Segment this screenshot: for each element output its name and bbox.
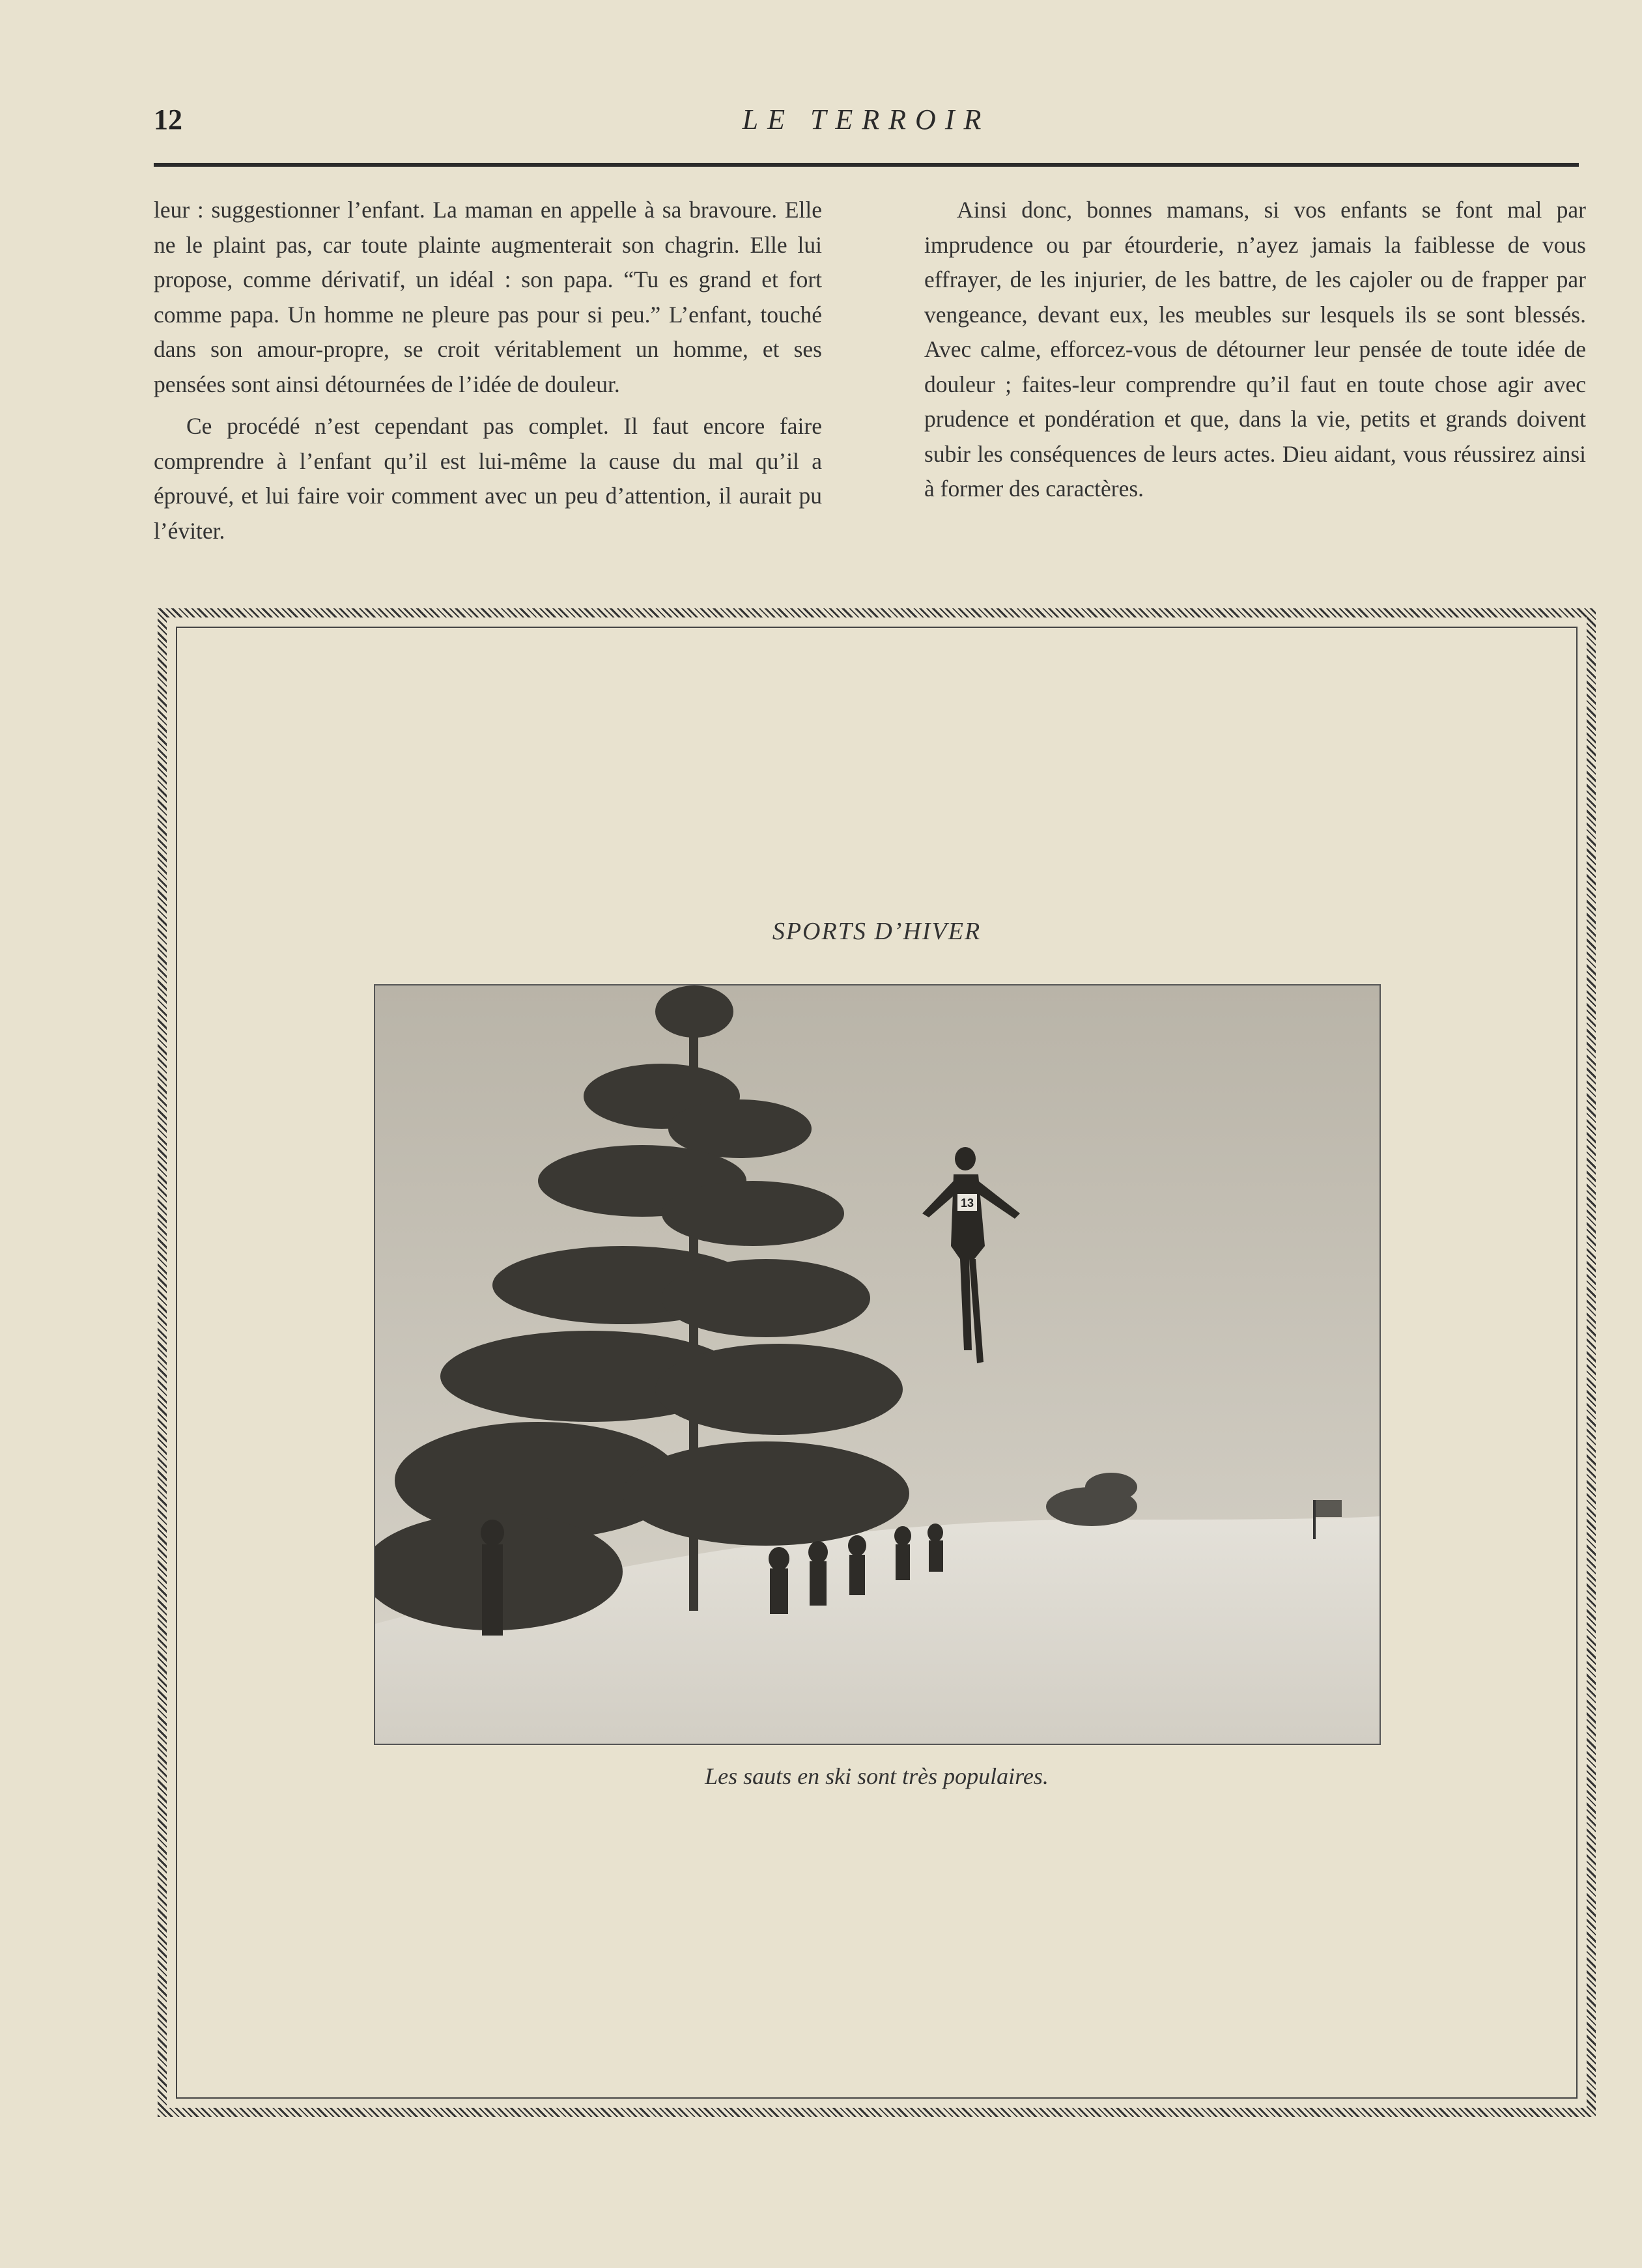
right-column — [924, 193, 1586, 514]
page-header — [154, 103, 1579, 142]
header-rule — [154, 163, 1579, 167]
page-number: 12 — [154, 104, 182, 135]
ski-jump-photograph — [374, 984, 1381, 1745]
photo-illustration — [375, 985, 1380, 1744]
jumper-bib-number: 13 — [960, 1197, 974, 1210]
left-paragraph-1: leur : suggestionner l’enfant. La maman en appelle à sa bravoure. Elle ne le plaint pas, car toute plainte augmenterait son chagrin. Elle lui propose, comme dérivatif, un idéal : son papa. “Tu es grand et fort comme papa. Un homme ne pleure pas pour si peu.” L’enfant, touché dans son amour-propre, se croit véritablement un homme, et ses pensées sont ainsi détournées de l’idée de douleur. — [154, 197, 822, 397]
photo-caption: Les sauts en ski sont très populaires. — [705, 1763, 1049, 1789]
right-paragraph-1: Ainsi donc, bonnes mamans, si vos enfants se font mal par imprudence ou par étourderie, n’ayez jamais la faiblesse de vous effrayer, de les injurier, de les battre, de les cajoler ou de frapper par vengeance, devant eux, les meubles sur lesquels ils se sont blessés. Avec calme, efforcez-vous de détourner leur pensée de toute idée de douleur ; faites-leur comprendre qu’il faut en toute chose agir avec prudence et pondération et que, dans la vie, petits et grands doivent subir les conséquences de leurs actes. Dieu aidant, vous réussirez ainsi à former des caractères. — [924, 197, 1586, 502]
journal-title: LE TERROIR — [742, 104, 991, 135]
figure-title: SPORTS D’HIVER — [772, 918, 982, 945]
left-column — [154, 193, 822, 556]
left-paragraph-2: Ce procédé n’est cependant pas complet. Il faut encore faire comprendre à l’enfant qu’il est lui-même la cause du mal qu’il a éprouvé, et lui faire voir comment avec un peu d’attention, il aurait pu l’éviter. — [154, 413, 822, 544]
